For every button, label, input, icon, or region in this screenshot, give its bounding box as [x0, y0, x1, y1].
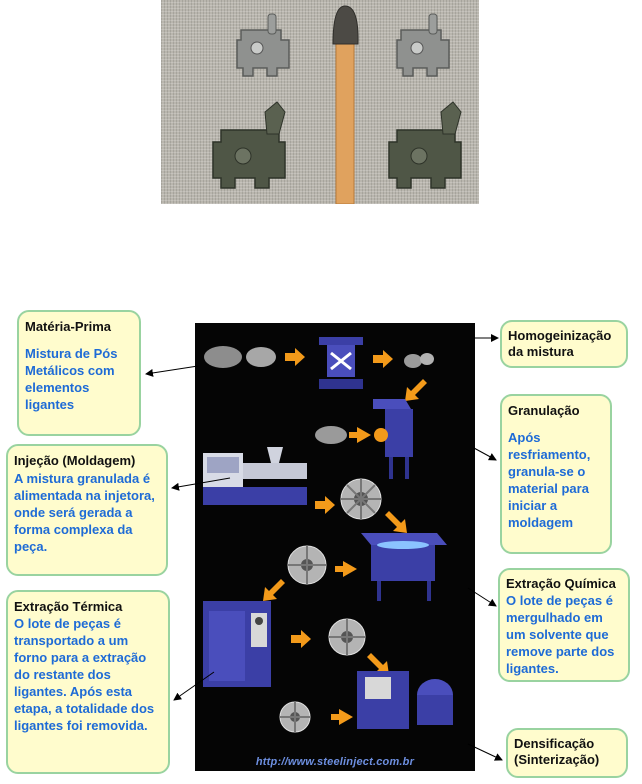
callout-title: Injeção (Moldagem) [14, 453, 136, 468]
callout-title: Densificação (Sinterização) [514, 736, 600, 767]
callout-granulacao [500, 394, 612, 554]
callout-title: Matéria-Prima [25, 319, 111, 334]
callout-title: Homogeinização da mistura [508, 328, 612, 359]
callout-description: Mistura de Pós Metálicos com elementos ligantes [25, 346, 118, 412]
callout-injecao [6, 444, 168, 576]
callout-materia-prima [17, 310, 141, 436]
leader-line-granulacao [474, 448, 496, 460]
callout-title: Extração Térmica [14, 599, 123, 614]
callout-homogeneizacao [500, 320, 628, 368]
callout-extracao-quimica [498, 568, 630, 682]
callout-title: Granulação [508, 403, 580, 418]
leader-line-extracao-quimica [468, 588, 496, 606]
callout-description: A mistura granulada é alimentada na injetora, onde será gerada a forma complexa da peça. [14, 471, 155, 554]
callout-description: Após resfriamento, granula-se o material para iniciar a moldagem [508, 430, 591, 530]
leader-line-extracao-termica [174, 672, 214, 700]
leader-line-injecao [172, 478, 230, 488]
callout-description: O lote de peças é mergulhado em um solvente que remove parte dos ligantes. [506, 593, 615, 676]
leader-line-materia-prima [146, 366, 198, 374]
callout-extracao-termica [6, 590, 170, 774]
callout-densificacao [506, 728, 628, 778]
callout-description: O lote de peças é transportado a um forno para a extração do restante dos ligantes. Após esta etapa, a totalidade dos ligantes foi removida. [14, 616, 155, 733]
source-url-watermark: http://www.steelinject.com.br [255, 756, 415, 768]
callout-title: Extração Química [506, 576, 616, 591]
leader-line-densificacao [468, 744, 502, 760]
